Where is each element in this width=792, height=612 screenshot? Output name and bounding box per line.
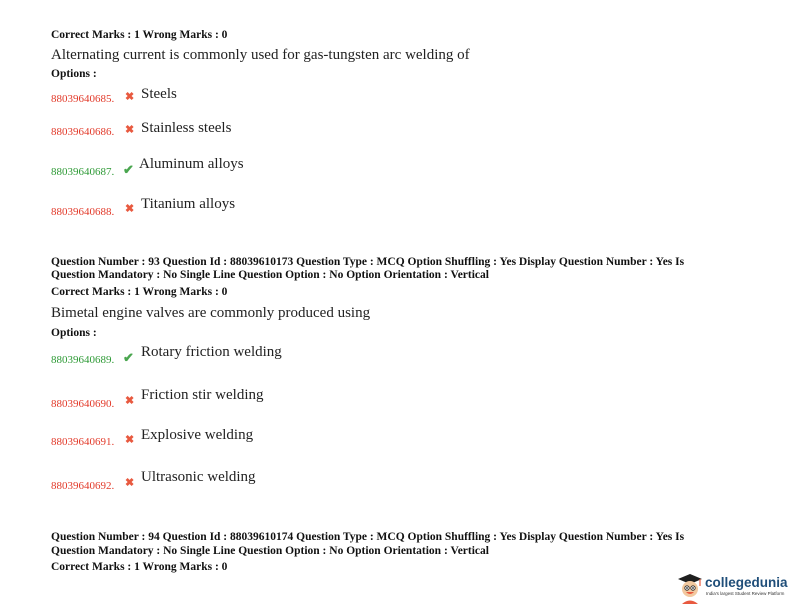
cross-icon: ✖ <box>125 203 135 215</box>
marks-info: Correct Marks : 1 Wrong Marks : 0 <box>51 561 228 573</box>
question-header: Question Number : 93 Question Id : 88039610173 Question Type : MCQ Option Shuffling : Yes Display Question Number : Yes Is <box>51 256 685 268</box>
option-text: Ultrasonic welding <box>141 469 256 485</box>
option-id: 88039640692. <box>51 480 115 492</box>
option-id: 88039640691. <box>51 436 115 448</box>
question-header: Question Mandatory : No Single Line Question Option : No Option Orientation : Vertical <box>51 269 489 281</box>
question-header: Question Mandatory : No Single Line Question Option : No Option Orientation : Vertical <box>51 545 489 557</box>
marks-info: Correct Marks : 1 Wrong Marks : 0 <box>51 29 228 41</box>
option-text: Rotary friction welding <box>141 344 282 360</box>
option-id: 88039640690. <box>51 398 115 410</box>
options-label: Options : <box>51 68 97 80</box>
marks-info: Correct Marks : 1 Wrong Marks : 0 <box>51 286 228 298</box>
check-icon: ✔ <box>123 350 134 365</box>
option-id: 88039640685. <box>51 93 115 105</box>
option-id: 88039640688. <box>51 206 115 218</box>
option-text: Explosive welding <box>141 427 254 443</box>
question-text: Bimetal engine valves are commonly produced using <box>51 305 371 321</box>
graduate-mascot-icon <box>676 572 704 604</box>
option-text: Steels <box>141 86 177 102</box>
cross-icon: ✖ <box>125 124 135 136</box>
option-id: 88039640686. <box>51 126 115 138</box>
logo-tagline: India's largest Student Review Platform <box>706 591 785 596</box>
option-id: 88039640687. <box>51 166 115 178</box>
collegedunia-logo <box>676 572 788 604</box>
cross-icon: ✖ <box>125 434 135 446</box>
cross-icon: ✖ <box>125 91 135 103</box>
options-label: Options : <box>51 327 97 339</box>
option-text: Titanium alloys <box>141 196 236 212</box>
option-text: Stainless steels <box>141 120 232 136</box>
question-header: Question Number : 94 Question Id : 88039610174 Question Type : MCQ Option Shuffling : Yes Display Question Number : Yes Is <box>51 531 685 543</box>
logo-name: collegedunia <box>705 575 788 590</box>
option-text: Aluminum alloys <box>139 156 244 172</box>
cross-icon: ✖ <box>125 477 135 489</box>
question-text: Alternating current is commonly used for gas-tungsten arc welding of <box>51 47 470 63</box>
cross-icon: ✖ <box>125 395 135 407</box>
check-icon: ✔ <box>123 162 134 177</box>
option-id: 88039640689. <box>51 354 115 366</box>
option-text: Friction stir welding <box>141 387 264 403</box>
